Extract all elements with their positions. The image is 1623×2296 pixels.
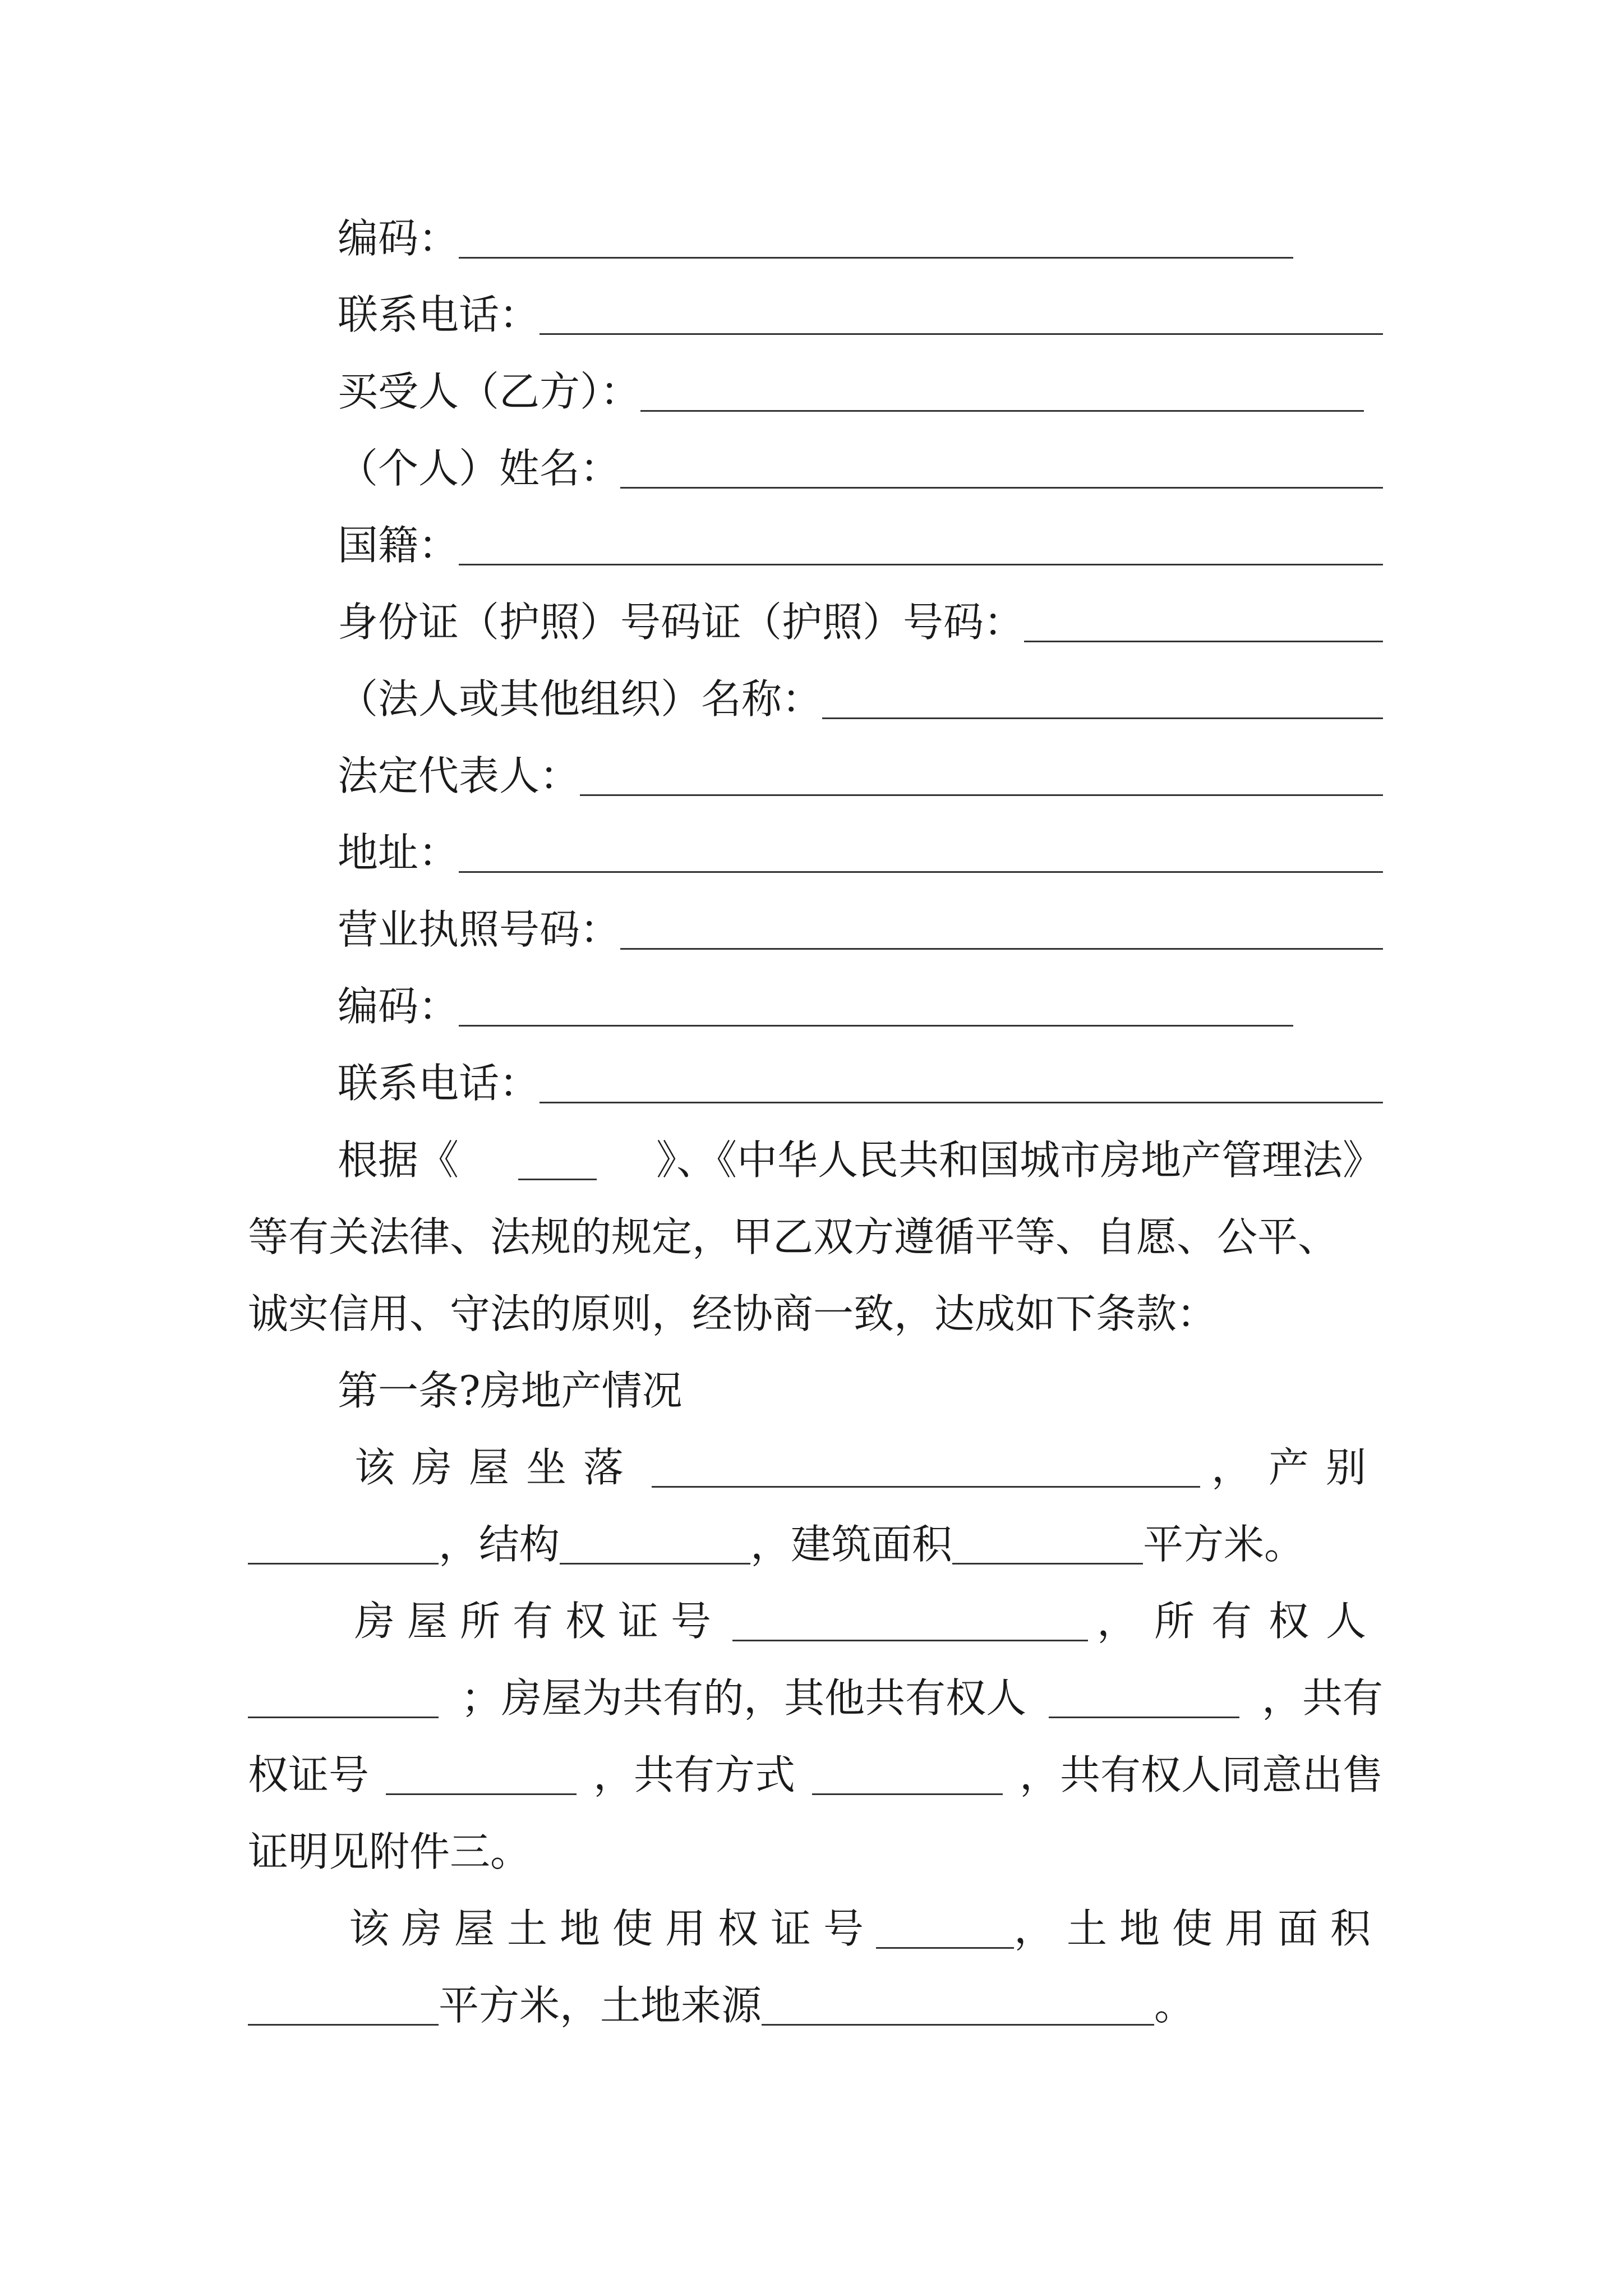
phone-blank-1[interactable] <box>540 294 1383 335</box>
preamble-line-3 <box>248 1286 1383 1342</box>
floor-area-blank[interactable] <box>952 1524 1143 1565</box>
code-blank-1[interactable] <box>459 218 1293 259</box>
preamble-line-1 <box>338 1132 1383 1188</box>
property-type-blank[interactable] <box>248 1524 439 1565</box>
individual-name-label: （个人）姓名： <box>338 445 621 492</box>
article-1-heading <box>338 1363 1383 1419</box>
address-label: 地址： <box>338 829 459 876</box>
org-name-field <box>338 671 1383 727</box>
co-owner-blank[interactable] <box>1049 1677 1239 1718</box>
buyer-label: 买受人（乙方）： <box>338 368 641 415</box>
ownership-cert-blank[interactable] <box>732 1600 1088 1641</box>
structure-label: ，结构 <box>439 1521 560 1568</box>
legal-rep-blank[interactable] <box>580 755 1383 796</box>
co-cert-blank[interactable] <box>386 1754 577 1795</box>
article-1-p3-line1 <box>349 1901 1383 1957</box>
preamble-text-1a: 根据《 <box>338 1137 459 1184</box>
code-label-2: 编码： <box>338 983 459 1030</box>
co-ownership-method-blank[interactable] <box>812 1754 1003 1795</box>
location-blank[interactable] <box>652 1447 1200 1488</box>
location-label: 该房屋坐落 <box>354 1444 641 1491</box>
land-source-blank[interactable] <box>762 1985 1154 2026</box>
land-source-label: 平方米，土地来源 <box>439 1982 762 2029</box>
license-no-field <box>338 901 1383 958</box>
buyer-blank[interactable] <box>640 371 1364 412</box>
article-1-p2-line1 <box>354 1593 1383 1649</box>
preamble-text-1b: 》、《中华人民共和国城市房地产管理法》 <box>656 1137 1383 1184</box>
id-number-label: 身份证（护照）号码证（护照）号码： <box>338 599 1025 646</box>
phone-label-2: 联系电话： <box>338 1060 540 1107</box>
ownership-cert-label: 房屋所有权证号 <box>354 1598 724 1645</box>
co-owner-label: ；房屋为共有的，其他共有权人 <box>460 1674 1026 1722</box>
legal-rep-label: 法定代表人： <box>338 752 580 799</box>
code-label-1: 编码： <box>338 215 459 262</box>
article-1-p3-line2 <box>248 1977 1383 2033</box>
attachment-note: 证明见附件三。 <box>248 1828 531 1875</box>
nationality-blank[interactable] <box>459 524 1383 565</box>
code-field-2 <box>338 978 1293 1034</box>
preamble-text-3: 诚实信用、守法的原则，经协商一致，达成如下条款： <box>248 1290 1218 1337</box>
land-cert-label: 该房屋土地使用权证号 <box>349 1905 877 1952</box>
individual-name-blank[interactable] <box>620 448 1383 489</box>
buyer-field <box>338 364 1364 420</box>
article-1-p2-line4 <box>248 1824 1383 1880</box>
license-no-label: 营业执照号码： <box>338 906 621 953</box>
preamble-line-2 <box>248 1209 1383 1265</box>
square-meters-label-1: 平方米。 <box>1143 1521 1305 1568</box>
land-cert-blank[interactable] <box>876 1908 1014 1949</box>
article-1-p1-line2 <box>248 1516 1383 1572</box>
co-owner-consent-label: ，共有权人同意出售 <box>1019 1751 1383 1798</box>
law-name-blank[interactable] <box>518 1139 597 1180</box>
land-area-label: ，土地使用面积 <box>1013 1905 1383 1952</box>
code-field-1 <box>338 210 1293 266</box>
article-1-p1-line1 <box>354 1439 1383 1496</box>
property-type-label: ，产别 <box>1211 1444 1383 1491</box>
period-mark: 。 <box>1154 1982 1195 2029</box>
nationality-label: 国籍： <box>338 522 459 569</box>
phone-field-1 <box>338 287 1383 343</box>
article-1-p2-line2 <box>248 1670 1383 1726</box>
preamble-text-2: 等有关法律、法规的规定，甲乙双方遵循平等、自愿、公平、 <box>248 1213 1339 1260</box>
address-field <box>338 825 1383 881</box>
phone-field-2 <box>338 1055 1383 1111</box>
co-cert-label-start: ，共有 <box>1261 1674 1383 1722</box>
owner-label: ，所有权人 <box>1096 1598 1383 1645</box>
id-number-field <box>338 594 1383 650</box>
nationality-field <box>338 517 1383 573</box>
legal-rep-field <box>338 748 1383 804</box>
phone-blank-2[interactable] <box>540 1062 1383 1103</box>
structure-blank[interactable] <box>560 1524 750 1565</box>
id-number-blank[interactable] <box>1024 601 1383 642</box>
article-1-title: 第一条?房地产情况 <box>338 1367 683 1414</box>
phone-label-1: 联系电话： <box>338 291 540 338</box>
org-name-label: （法人或其他组织）名称： <box>338 675 823 723</box>
address-blank[interactable] <box>459 832 1383 873</box>
co-cert-label-end: 权证号 <box>248 1751 370 1798</box>
land-area-blank[interactable] <box>248 1985 439 2026</box>
org-name-blank[interactable] <box>822 678 1383 719</box>
floor-area-label: ，建筑面积 <box>750 1521 953 1568</box>
individual-name-field <box>338 440 1383 496</box>
article-1-p2-line3 <box>248 1747 1383 1803</box>
license-no-blank[interactable] <box>620 909 1383 950</box>
co-ownership-method-label: ，共有方式 <box>593 1751 795 1798</box>
owner-blank[interactable] <box>248 1677 439 1718</box>
code-blank-2[interactable] <box>459 986 1293 1027</box>
